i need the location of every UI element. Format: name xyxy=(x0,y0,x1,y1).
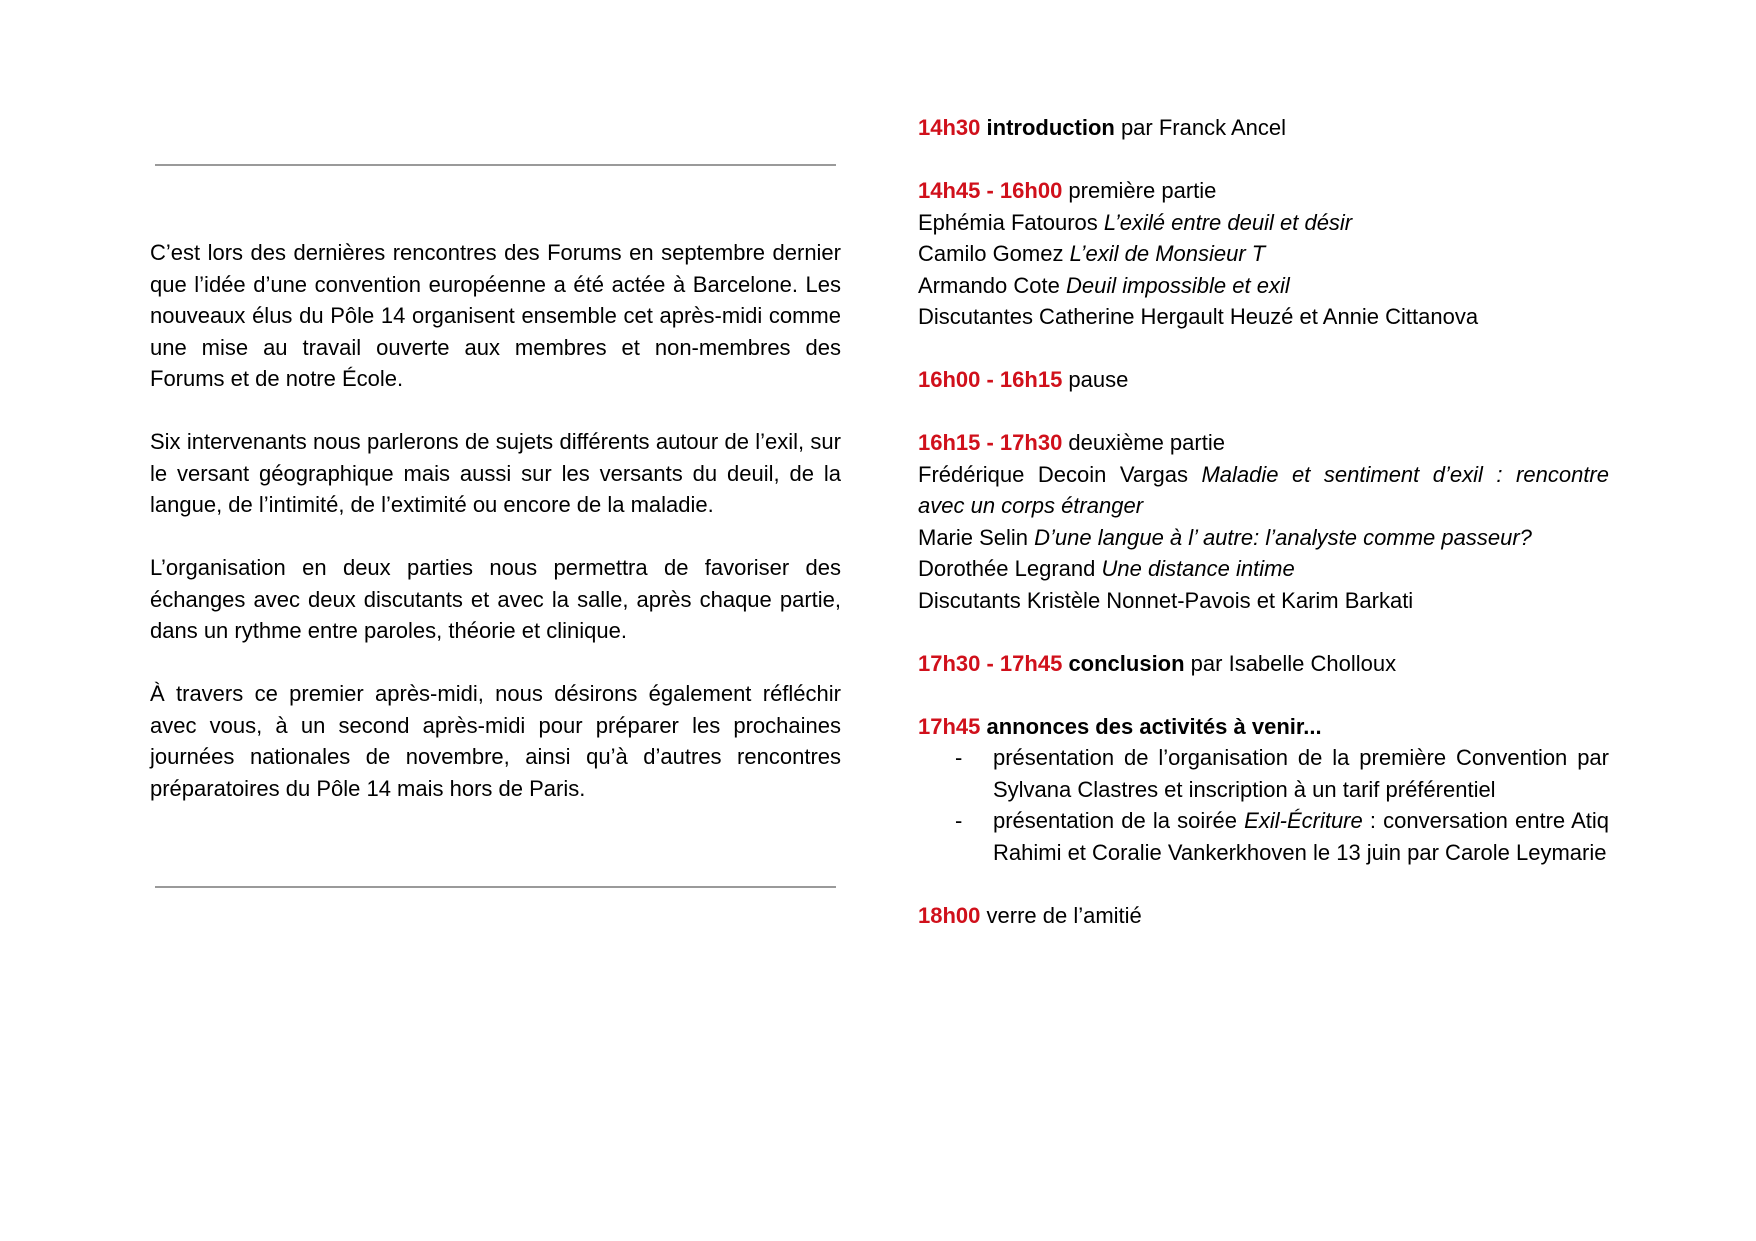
talk-title-continued: avec un corps étranger xyxy=(918,493,1144,518)
paragraph: L’organisation en deux parties nous permettra de favoriser des échanges avec deux discutants et avec la salle, après chaque partie, dans un rythme entre paroles, théorie et clinique. xyxy=(150,555,841,643)
time: 17h45 xyxy=(918,713,981,739)
session-title: introduction xyxy=(986,115,1115,140)
paragraph: Six intervenants nous parlerons de sujets différents autour de l’exil, sur le versant géographique mais aussi sur les versants du deuil, de la langue, de l’intimité, de l’extimité ou encore de la maladie. xyxy=(150,429,841,517)
paragraph: C’est lors des dernières rencontres des Forums en septembre dernier que l’idée d’une convention européenne a été actée à Barcelone. Les nouveaux élus du Pôle 14 organisent ensemble cet après-midi comme une mise au travail ouverte aux membres et non-membres des Forums et de notre École. xyxy=(150,240,841,391)
talk xyxy=(918,553,1609,585)
time: 17h30 - 17h45 xyxy=(918,650,1063,676)
speaker: Armando Cote xyxy=(918,272,1066,298)
session-title: première partie xyxy=(1062,178,1217,203)
session-title: conclusion xyxy=(1068,650,1185,676)
talk xyxy=(918,238,1609,270)
program-intro xyxy=(918,112,1609,144)
announcement-text: présentation de l’organisation de la première Convention par Sylvana Clastres et inscription à un tarif préférentiel xyxy=(993,745,1609,802)
program-part2 xyxy=(918,427,1609,616)
program-closing xyxy=(918,900,1609,932)
list-item xyxy=(918,742,1609,805)
announcement-list xyxy=(918,742,1609,868)
time: 18h00 xyxy=(918,902,981,928)
time: 14h30 xyxy=(918,115,981,140)
program-part1 xyxy=(918,175,1609,333)
talk-title: Maladie et sentiment d’exil : rencontre xyxy=(1201,461,1609,487)
time: 16h15 - 17h30 xyxy=(918,430,1063,455)
speaker: Marie Selin xyxy=(918,524,1035,550)
time: 16h00 - 16h15 xyxy=(918,367,1063,392)
talk-title: Une distance intime xyxy=(1101,556,1295,581)
session-title: verre de l’amitié xyxy=(980,902,1142,928)
program-announcements xyxy=(918,711,1609,869)
dash-bullet: - xyxy=(955,808,963,833)
dash-bullet: - xyxy=(955,745,963,770)
talk-title: L’exilé entre deuil et désir xyxy=(1103,209,1353,235)
speaker: Dorothée Legrand xyxy=(918,556,1102,581)
talk xyxy=(918,207,1609,239)
announcement-text: : conversation entre Atiq Rahimi et Coralie Vankerkhoven le 13 juin par Carole Leymarie xyxy=(993,808,1609,865)
bottom-divider xyxy=(155,886,836,888)
list-item xyxy=(918,805,1609,868)
program-conclusion xyxy=(918,648,1609,680)
time: 14h45 - 16h00 xyxy=(918,178,1063,203)
announcement-text: présentation de la soirée xyxy=(993,808,1245,833)
session-title: annonces des activités à venir... xyxy=(980,713,1322,739)
top-divider xyxy=(155,164,836,166)
talk xyxy=(918,459,1609,491)
session-detail: par Isabelle Cholloux xyxy=(1184,650,1397,676)
session-title: pause xyxy=(1062,367,1129,392)
session-detail: par Franck Ancel xyxy=(1114,115,1287,140)
speaker: Frédérique Decoin Vargas xyxy=(918,461,1202,487)
talk-title: D’une langue à l’ autre: l’analyste comme passeur? xyxy=(1034,524,1532,550)
talk-title: L’exil de Monsieur T xyxy=(1069,241,1266,266)
talk-title: Deuil impossible et exil xyxy=(1065,272,1290,298)
talk xyxy=(918,522,1609,554)
session-title: deuxième partie xyxy=(1062,430,1225,455)
discussants: Discutantes Catherine Hergault Heuzé et Annie Cittanova xyxy=(918,304,1479,329)
program-pause xyxy=(918,364,1609,396)
speaker: Ephémia Fatouros xyxy=(918,209,1104,235)
paragraph: À travers ce premier après-midi, nous désirons également réfléchir avec vous, à un second après-midi pour préparer les prochaines journées nationales de novembre, ainsi qu’à d’autres rencontres préparatoires du Pôle 14 mais hors de Paris. xyxy=(150,681,841,801)
discussants: Discutants Kristèle Nonnet-Pavois et Karim Barkati xyxy=(918,587,1414,613)
speaker: Camilo Gomez xyxy=(918,241,1070,266)
talk xyxy=(918,270,1609,302)
program xyxy=(918,112,1609,963)
event-title: Exil-Écriture xyxy=(1244,808,1363,833)
intro-text xyxy=(150,237,841,836)
